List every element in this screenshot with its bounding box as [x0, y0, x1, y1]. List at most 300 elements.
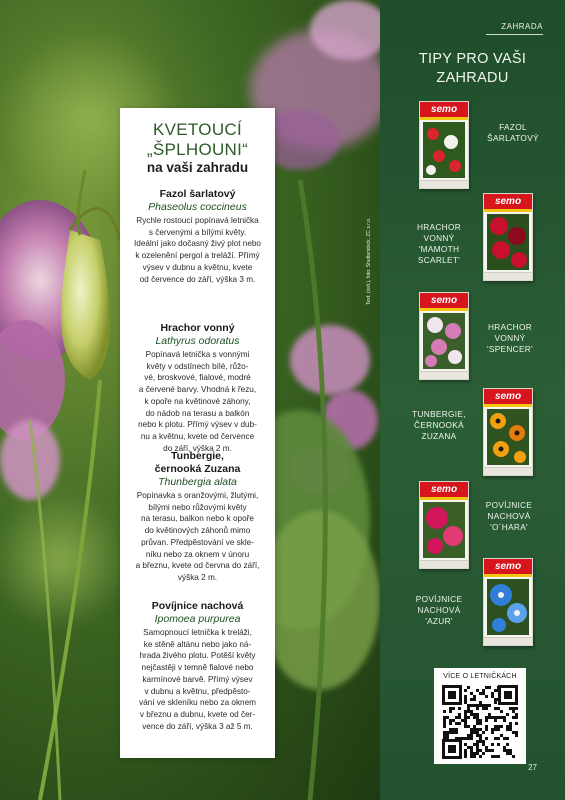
qr-module: [473, 752, 476, 755]
qr-module: [476, 743, 479, 746]
qr-module: [509, 707, 512, 710]
qr-module: [515, 707, 518, 710]
packet-footer: [484, 467, 532, 475]
qr-module: [482, 689, 485, 692]
qr-module: [485, 725, 488, 728]
qr-module: [455, 731, 458, 734]
packet-flower-image: [487, 214, 529, 270]
qr-module: [485, 716, 488, 719]
desc-line: nu a květnu, kvete od července: [140, 431, 255, 441]
qr-module: [464, 689, 467, 692]
packet-footer: [484, 272, 532, 280]
qr-module: [467, 734, 470, 737]
qr-module: [509, 749, 512, 752]
qr-module: [455, 722, 458, 725]
qr-module: [476, 713, 479, 716]
plant-latin-name: Phaseolus coccineus: [148, 201, 247, 213]
qr-module: [473, 743, 476, 746]
qr-module: [452, 719, 455, 722]
qr-module: [443, 734, 446, 737]
packet-footer: [484, 637, 532, 645]
packet-label-line: ČERNOOKÁ: [414, 420, 464, 430]
qr-module: [500, 734, 503, 737]
qr-module: [488, 716, 491, 719]
qr-module: [467, 686, 470, 689]
desc-line: od července do září, výška 3 m.: [139, 274, 256, 284]
packet-label-line: NACHOVÁ: [417, 605, 461, 615]
desc-line: Popínavka s oranžovými, žlutými,: [136, 491, 259, 500]
article-card: [120, 108, 275, 758]
qr-module: [467, 725, 470, 728]
packet-stripe: [484, 574, 532, 577]
packet-stripe: [420, 497, 468, 500]
qr-module: [491, 743, 494, 746]
qr-module: [494, 737, 497, 740]
packet-flower-image: [487, 409, 529, 465]
qr-module: [464, 743, 467, 746]
qr-module: [443, 719, 446, 722]
qr-module: [476, 752, 479, 755]
qr-module: [485, 719, 488, 722]
sidebar-title: [380, 50, 565, 88]
qr-module: [506, 728, 509, 731]
packet-label-line: FAZOL: [499, 122, 527, 132]
qr-module: [470, 752, 473, 755]
qr-module: [443, 722, 446, 725]
desc-line: vání ve skleníku nebo za oknem: [139, 698, 256, 708]
qr-code[interactable]: [439, 684, 521, 760]
qr-module: [476, 731, 479, 734]
tips-sidebar: [380, 0, 565, 800]
qr-module: [485, 737, 488, 740]
desc-line: do září, výška 2 m.: [163, 443, 232, 453]
qr-module: [485, 695, 488, 698]
qr-module: [467, 737, 470, 740]
packet-stripe: [420, 308, 468, 311]
seed-packet-povijnice-ohara: [419, 481, 469, 569]
qr-module: [479, 737, 482, 740]
qr-module: [473, 698, 476, 701]
plant-name: Hrachor vonný: [160, 322, 235, 334]
qr-module: [473, 704, 476, 707]
qr-module: [464, 725, 467, 728]
qr-module: [470, 749, 473, 752]
desc-line: s červenými a bílými květy.: [148, 227, 247, 237]
qr-module: [506, 737, 509, 740]
qr-module: [482, 740, 485, 743]
qr-module: [458, 713, 461, 716]
qr-module: [446, 716, 449, 719]
packet-footer: [420, 371, 468, 379]
qr-module: [476, 740, 479, 743]
desc-line: na terasu, balkon nebo k opoře: [141, 514, 254, 524]
qr-module: [494, 707, 497, 710]
qr-module: [485, 746, 488, 749]
card-title: [120, 120, 275, 160]
qr-module: [452, 728, 455, 731]
qr-module: [458, 716, 461, 719]
desc-line: výška 2 m.: [177, 572, 218, 582]
qr-module: [512, 755, 515, 758]
desc-line: Popínavá letnička s vonnými: [145, 350, 250, 359]
plant-name: Fazol šarlatový: [159, 188, 236, 200]
seed-packet-hrachor-mamoth: [483, 193, 533, 281]
desc-line: k ozelenění pergol a treláží. Přímý: [135, 251, 260, 261]
qr-module: [476, 728, 479, 731]
plant-entry-povijnice: [126, 600, 269, 732]
desc-line: a červené barvy. Vhodná k řezu,: [138, 385, 257, 395]
qr-module: [479, 734, 482, 737]
semo-logo: semo: [420, 482, 468, 497]
qr-module: [515, 716, 518, 719]
qr-module: [452, 707, 455, 710]
qr-module: [485, 728, 488, 731]
qr-module: [452, 731, 455, 734]
packet-label-line: SCARLET': [417, 255, 461, 265]
qr-module: [470, 755, 473, 758]
semo-logo: semo: [420, 102, 468, 117]
qr-module: [473, 716, 476, 719]
packet-stripe: [484, 209, 532, 212]
qr-module: [455, 716, 458, 719]
qr-module: [503, 746, 506, 749]
desc-line: v dubnu a květnu, předpěsto-: [144, 686, 251, 696]
qr-module: [482, 707, 485, 710]
seed-packet-tunbergie: [483, 388, 533, 476]
packet-flower-image: [423, 313, 465, 369]
qr-module: [449, 728, 452, 731]
qr-module: [494, 725, 497, 728]
qr-module: [497, 716, 500, 719]
qr-module: [503, 749, 506, 752]
qr-module: [449, 710, 452, 713]
seed-packet-povijnice-azur: [483, 558, 533, 646]
desc-line: hrada živého plotu. Potěší květy: [139, 651, 256, 661]
desc-line: karmínové barvě. Přímý výsev: [142, 674, 253, 684]
plant-name: [126, 450, 269, 476]
qr-module: [479, 692, 482, 695]
qr-module: [491, 692, 494, 695]
desc-line: Samopnoucí letnička k treláži,: [143, 628, 252, 637]
packet-label-line: VONNÝ: [423, 233, 455, 243]
qr-module: [464, 749, 467, 752]
qr-module: [491, 755, 494, 758]
qr-module: [476, 704, 479, 707]
qr-module: [497, 737, 500, 740]
qr-module: [491, 749, 494, 752]
qr-module: [509, 728, 512, 731]
qr-module: [455, 728, 458, 731]
qr-module: [476, 719, 479, 722]
packet-label-line: POVÍJNICE: [415, 594, 463, 604]
packet-label-line: POVÍJNICE: [485, 500, 533, 510]
packet-stripe: [420, 117, 468, 120]
qr-module: [464, 755, 467, 758]
plant-entry-hrachor: [126, 322, 269, 454]
semo-logo: semo: [484, 194, 532, 209]
desc-line: nebo k plotu. Přímý výsev v dub-: [138, 420, 257, 430]
qr-module: [512, 716, 515, 719]
qr-module: [443, 710, 446, 713]
qr-module: [470, 710, 473, 713]
qr-module: [497, 755, 500, 758]
semo-logo: semo: [484, 389, 532, 404]
qr-module: [491, 728, 494, 731]
qr-caption: VÍCE O LETNIČKÁCH: [443, 673, 517, 680]
qr-module: [479, 740, 482, 743]
qr-module: [515, 731, 518, 734]
qr-module: [491, 695, 494, 698]
qr-module: [485, 707, 488, 710]
packet-label-line: HRACHOR: [416, 222, 462, 232]
qr-module: [506, 749, 509, 752]
plant-name: Povíjnice nachová: [151, 600, 244, 612]
qr-module: [476, 746, 479, 749]
desc-line: nejčastěji v temně fialové nebo: [141, 663, 254, 673]
qr-module: [488, 749, 491, 752]
qr-module: [479, 749, 482, 752]
qr-module: [467, 704, 470, 707]
plant-latin-name: Thunbergia alata: [158, 476, 237, 488]
qr-module: [506, 743, 509, 746]
qr-module: [512, 731, 515, 734]
qr-module: [485, 749, 488, 752]
section-divider: [486, 34, 543, 35]
packet-label-line: NACHOVÁ: [487, 511, 531, 521]
packet-flower-image: [423, 122, 465, 178]
qr-module: [464, 716, 467, 719]
qr-module: [485, 686, 488, 689]
packet-label-hrachor-spencer: [475, 322, 545, 355]
plant-latin-name: Lathyrus odoratus: [155, 335, 240, 347]
qr-module: [515, 722, 518, 725]
qr-module: [509, 725, 512, 728]
qr-module: [497, 743, 500, 746]
desc-line: květy v odstínech bílé, růžo-: [146, 361, 249, 371]
packet-label-line: 'AZUR': [425, 616, 453, 626]
qr-module: [482, 743, 485, 746]
plant-latin-name: Ipomoea purpurea: [154, 613, 241, 625]
qr-module: [464, 713, 467, 716]
plant-description: [126, 349, 269, 454]
packet-label-line: 'MAMOTH: [418, 244, 460, 254]
qr-module: [470, 728, 473, 731]
qr-module: [470, 692, 473, 695]
qr-module: [515, 713, 518, 716]
qr-module: [461, 719, 464, 722]
qr-module: [485, 704, 488, 707]
qr-module: [509, 722, 512, 725]
qr-module: [473, 731, 476, 734]
photo-credit: Text: (red.), foto: Shutterstock, ZC s.r.o.: [366, 217, 372, 305]
packet-label-line: VONNÝ: [494, 333, 526, 343]
qr-module: [464, 695, 467, 698]
card-title-line: KVETOUCÍ: [153, 120, 242, 139]
plant-description: [126, 215, 269, 285]
packet-label-line: 'O´HARA': [490, 522, 528, 532]
qr-module: [446, 731, 449, 734]
qr-module: [479, 755, 482, 758]
qr-module: [500, 716, 503, 719]
qr-module: [449, 731, 452, 734]
packet-label-povijnice-azur: [404, 594, 474, 627]
qr-code-box[interactable]: [434, 668, 526, 764]
card-subtitle: na vaši zahradu: [146, 160, 249, 175]
qr-module: [443, 731, 446, 734]
qr-module: [473, 695, 476, 698]
packet-stripe: [484, 404, 532, 407]
qr-module: [482, 752, 485, 755]
qr-module: [488, 704, 491, 707]
qr-module: [479, 722, 482, 725]
plant-name-line: Tunbergie,: [171, 450, 224, 462]
qr-module: [470, 731, 473, 734]
qr-module: [488, 713, 491, 716]
qr-module: [479, 728, 482, 731]
qr-module: [446, 734, 449, 737]
qr-module: [464, 710, 467, 713]
qr-module: [497, 728, 500, 731]
plant-entry-fazol: [126, 188, 269, 285]
qr-module: [473, 728, 476, 731]
qr-module: [464, 737, 467, 740]
qr-module: [479, 704, 482, 707]
qr-module: [503, 737, 506, 740]
qr-module: [449, 719, 452, 722]
qr-module: [470, 746, 473, 749]
qr-module: [494, 719, 497, 722]
qr-module: [476, 749, 479, 752]
qr-module: [503, 719, 506, 722]
packet-label-tunbergie: [404, 409, 474, 442]
packet-label-povijnice-ohara: [474, 500, 544, 533]
qr-module: [506, 725, 509, 728]
plant-name-line: černooká Zuzana: [154, 463, 241, 475]
qr-module: [467, 707, 470, 710]
qr-module: [500, 725, 503, 728]
desc-line: a březnu, kvete od června do září,: [135, 561, 260, 571]
desc-line: vé, broskvové, fialové, modré: [144, 373, 251, 383]
desc-line: do nádob na terasu a balkón: [145, 408, 250, 418]
desc-line: Rychle rostoucí popínavá letnička: [136, 216, 259, 225]
qr-module: [476, 716, 479, 719]
plant-entry-tunbergie: [126, 450, 269, 584]
qr-module: [464, 722, 467, 725]
packet-label-hrachor-mamoth: [404, 222, 474, 266]
semo-logo: semo: [484, 559, 532, 574]
qr-module: [476, 707, 479, 710]
qr-module: [458, 707, 461, 710]
qr-module: [470, 704, 473, 707]
sidebar-title-line: TIPY PRO VAŠI: [418, 51, 527, 67]
qr-module: [470, 698, 473, 701]
qr-module: [494, 728, 497, 731]
qr-module: [506, 713, 509, 716]
packet-footer: [420, 560, 468, 568]
seed-packet-fazol: [419, 101, 469, 189]
qr-module: [464, 752, 467, 755]
qr-module: [470, 734, 473, 737]
qr-module: [443, 725, 446, 728]
packet-label-line: HRACHOR: [487, 322, 533, 332]
qr-module: [494, 755, 497, 758]
packet-footer: [420, 180, 468, 188]
qr-module: [479, 719, 482, 722]
desc-line: bílými nebo růžovými květy: [148, 502, 247, 512]
desc-line: výsev v dubnu a květnu, kvete: [142, 262, 253, 272]
qr-module: [494, 716, 497, 719]
qr-module: [497, 707, 500, 710]
packet-label-line: ŠARLATOVÝ: [487, 133, 539, 143]
qr-module: [473, 755, 476, 758]
desc-line: k opoře na květinové záhony,: [144, 396, 251, 406]
qr-module: [494, 701, 497, 704]
page-number: 27: [528, 763, 537, 772]
packet-label-line: ZUZANA: [421, 431, 457, 441]
semo-logo: semo: [420, 293, 468, 308]
qr-module: [488, 686, 491, 689]
qr-module: [482, 704, 485, 707]
qr-module: [512, 710, 515, 713]
qr-module: [491, 716, 494, 719]
qr-module: [494, 689, 497, 692]
qr-module: [500, 710, 503, 713]
qr-module: [470, 713, 473, 716]
desc-line: ke stěně altánu nebo jako ná-: [143, 639, 252, 649]
qr-module: [458, 722, 461, 725]
qr-module: [506, 752, 509, 755]
packet-label-line: 'SPENCER': [487, 344, 533, 354]
qr-module: [491, 731, 494, 734]
qr-module: [497, 725, 500, 728]
card-title-line: „ŠPLHOUNI“: [146, 140, 249, 159]
qr-module: [449, 722, 452, 725]
qr-module: [467, 710, 470, 713]
qr-module: [470, 737, 473, 740]
qr-module: [476, 722, 479, 725]
section-label: ZAHRADA: [501, 22, 543, 31]
qr-module: [479, 701, 482, 704]
plant-description: [126, 490, 269, 584]
desc-line: Ideální jako dočasný živý plot nebo: [134, 239, 261, 249]
desc-line: níku nebo za oknem v únoru: [145, 549, 250, 559]
qr-module: [464, 719, 467, 722]
packet-flower-image: [423, 502, 465, 558]
qr-module: [476, 734, 479, 737]
qr-module: [449, 707, 452, 710]
packet-label-fazol: [478, 122, 548, 144]
qr-module: [494, 698, 497, 701]
sidebar-title-line: ZAHRADU: [436, 70, 509, 86]
qr-module: [482, 692, 485, 695]
qr-module: [509, 752, 512, 755]
packet-flower-image: [487, 579, 529, 635]
qr-module: [473, 725, 476, 728]
qr-module: [515, 734, 518, 737]
qr-module: [473, 713, 476, 716]
qr-module: [482, 731, 485, 734]
qr-module: [512, 707, 515, 710]
desc-line: průvan. Předpěstování ve skle-: [141, 537, 254, 547]
packet-label-line: TUNBERGIE,: [412, 409, 466, 419]
plant-description: [126, 627, 269, 732]
desc-line: vence do září, výška 3 až 5 m.: [142, 721, 253, 731]
qr-module: [467, 746, 470, 749]
seed-packet-hrachor-spencer: [419, 292, 469, 380]
desc-line: v březnu a dubnu, kvete od čer-: [139, 709, 256, 719]
qr-module: [443, 716, 446, 719]
desc-line: do květinových záhonů mimo: [144, 526, 251, 536]
